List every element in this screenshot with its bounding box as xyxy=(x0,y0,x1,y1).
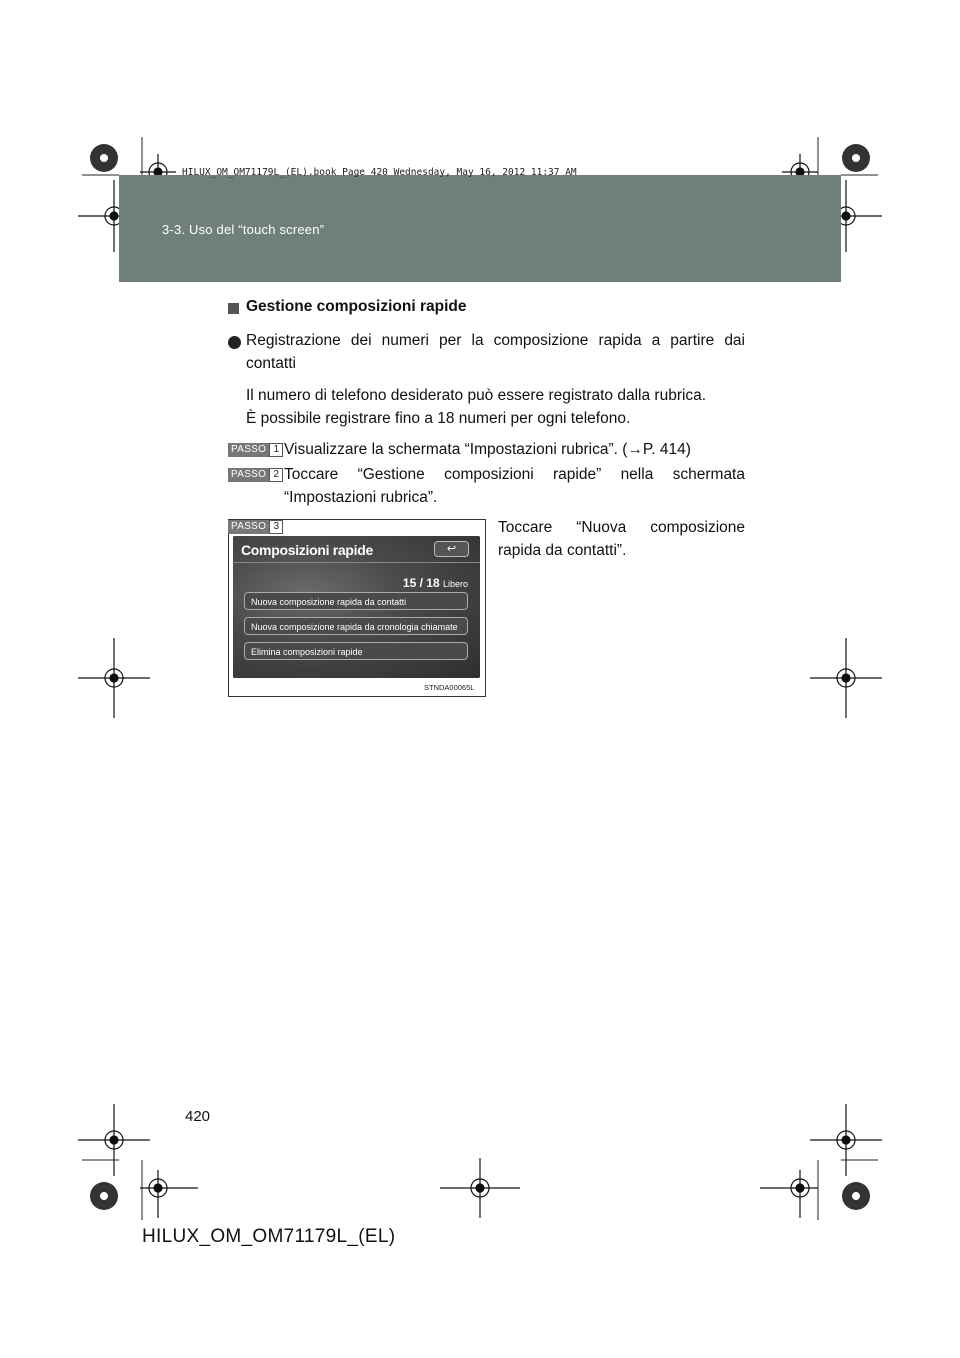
counter-value: 15 / 18 xyxy=(402,576,440,590)
step-word: PASSO xyxy=(228,468,269,482)
title-divider xyxy=(233,562,480,563)
document-code: HILUX_OM_OM71179L_(EL) xyxy=(142,1226,396,1247)
starburst-bottom-left xyxy=(90,1182,118,1210)
crosshair-right-mid xyxy=(810,638,882,718)
starburst-top-right xyxy=(842,144,870,172)
crosshair-left-mid xyxy=(78,638,150,718)
back-button[interactable]: ↩ xyxy=(434,541,469,557)
step-number: 3 xyxy=(269,520,283,534)
book-info: HILUX_OM_OM71179L_(EL).book Page 420 Wednesday, May 16, 2012 11:37 AM xyxy=(182,167,577,178)
touch-screen xyxy=(233,536,480,678)
speed-dial-counter xyxy=(403,576,468,590)
screen-title: Composizioni rapide xyxy=(241,542,373,558)
step-number: 2 xyxy=(269,468,283,482)
bullet-text: Registrazione dei numeri per la composizione rapida a partire dai contatti xyxy=(246,332,745,372)
step-word: PASSO xyxy=(228,520,269,534)
starburst-bottom-right xyxy=(842,1182,870,1210)
step-number: 1 xyxy=(269,443,283,457)
new-from-contacts-button[interactable]: Nuova composizione rapida da contatti xyxy=(244,592,468,610)
crosshair-right-lower xyxy=(810,1104,882,1176)
section-title: 3-3. Uso del “touch screen” xyxy=(162,222,325,237)
crosshair-bottom-left xyxy=(140,1170,198,1218)
counter-label: Libero xyxy=(442,579,468,589)
delete-speed-dials-button[interactable]: Elimina composizioni rapide xyxy=(244,642,468,660)
step-2-text: Toccare “Gestione composizioni rapide” nella schermata “Impostazioni rubrica”. xyxy=(284,466,745,506)
step-3-badge xyxy=(228,520,283,534)
section-heading: Gestione composizioni rapide xyxy=(246,298,467,315)
description-line-1: Il numero di telefono desiderato può essere registrato dalla rubrica. xyxy=(246,387,707,404)
crosshair-left-lower xyxy=(78,1104,150,1176)
description xyxy=(246,384,745,430)
crosshair-bottom-center xyxy=(440,1158,520,1218)
step-1-badge xyxy=(228,443,283,457)
new-from-history-button[interactable]: Nuova composizione rapida da cronologia chiamate xyxy=(244,617,468,635)
heading-square-icon xyxy=(228,303,239,314)
page-number: 420 xyxy=(185,1108,211,1125)
image-code: STNDA00065L xyxy=(424,683,475,692)
crosshair-bottom-right xyxy=(760,1170,818,1218)
bullet-icon xyxy=(228,336,241,349)
starburst-top-left xyxy=(90,144,118,172)
step-3-text: Toccare “Nuova composizione rapida da contatti”. xyxy=(498,519,745,559)
step-2-badge xyxy=(228,468,283,482)
step-word: PASSO xyxy=(228,443,269,457)
step-1-text: Visualizzare la schermata “Impostazioni rubrica”. (→P. 414) xyxy=(284,441,691,458)
description-line-2: È possibile registrare fino a 18 numeri per ogni telefono. xyxy=(246,410,631,427)
